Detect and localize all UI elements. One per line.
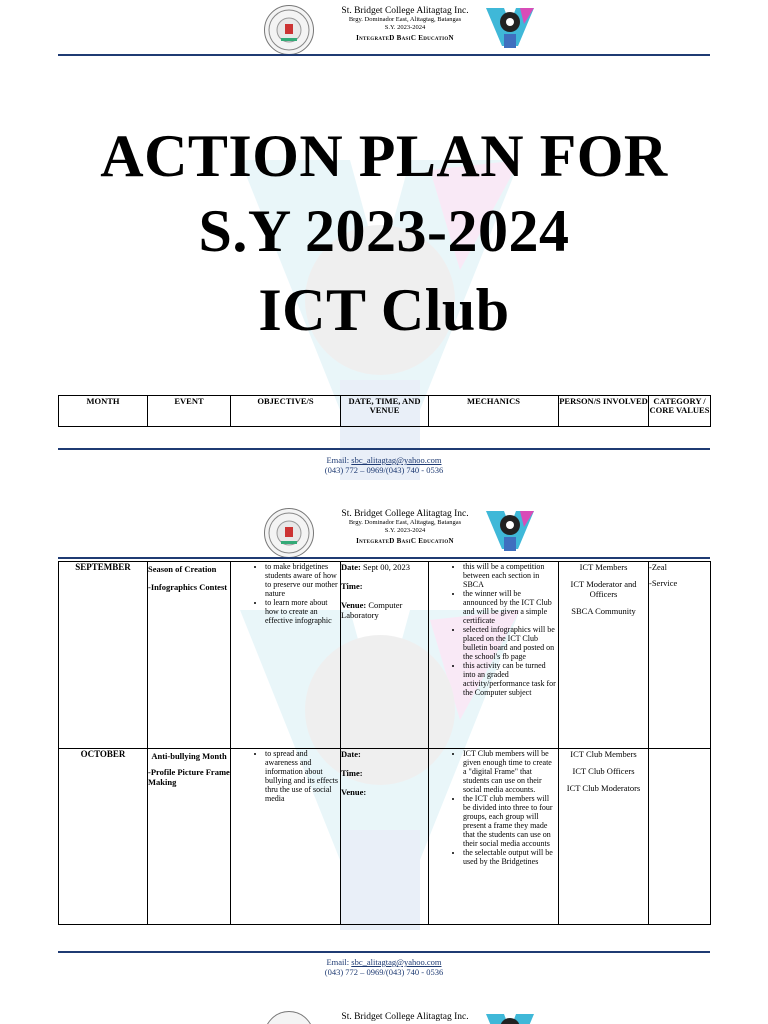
objective-item: • to spread and awareness and information about bullying and its effects thru the use of social media <box>265 749 338 803</box>
venue-value: Computer Laboratory <box>341 600 403 620</box>
venue-label: Venue: <box>341 600 367 610</box>
school-seal-icon <box>264 508 314 558</box>
core-value-item: -Service <box>649 578 678 588</box>
mechanics-cell <box>429 749 559 925</box>
mechanics-item: • ICT Club members will be given enough time to create a "digital Frame" that students can use on their social media accounts. <box>463 749 556 794</box>
mechanics-item: • the ICT club members will be divided into three to four groups, each group will present a frame they made that the students can use on their social media accounts <box>463 794 556 848</box>
school-address: Brgy. Dominador East, Alitagtag, Batangas <box>348 16 462 23</box>
objective-item: • to make bridgetines students aware of how to preserve our mother nature <box>265 562 338 598</box>
mechanics-cell <box>429 562 559 749</box>
date-label: Date: <box>341 562 361 572</box>
person-item: ICT Members <box>579 562 628 572</box>
school-name: St. Bridget College Alitagtag Inc. <box>341 509 469 519</box>
mechanics-item: • this activity can be turned into an graded activity/performance task for the Computer subject <box>463 661 556 697</box>
event-title: Anti-bullying Month <box>151 751 227 761</box>
school-name: St. Bridget College Alitagtag Inc. <box>341 1012 469 1022</box>
month-cell: SEPTEMBER <box>59 562 148 749</box>
time-label: Time: <box>341 768 363 778</box>
ict-club-logo-icon <box>484 509 536 553</box>
col-mechanics-header: MECHANICS <box>429 396 559 427</box>
col-month-header: MONTH <box>59 396 148 427</box>
footer-divider <box>58 951 710 953</box>
ict-club-logo-icon <box>484 1012 536 1024</box>
col-date-header: DATE, TIME, AND VENUE <box>341 396 429 427</box>
email-link[interactable]: sbc_alitagtag@yahoo.com <box>351 455 442 465</box>
school-year: S.Y. 2023-2024 <box>384 527 426 534</box>
core-values-cell <box>649 562 711 749</box>
person-item: ICT Club Officers <box>572 766 635 776</box>
event-subtitle: -Profile Picture Frame Making <box>148 767 230 787</box>
person-item: SBCA Community <box>571 606 636 616</box>
email-label: Email: <box>326 957 350 967</box>
objective-item: • to learn more about how to create an effective infographic <box>265 598 338 625</box>
mechanics-item: • this will be a competition between each section in SBCA <box>463 562 556 589</box>
event-cell <box>148 749 231 925</box>
core-value-item: -Zeal <box>649 562 667 572</box>
email-link[interactable]: sbc_alitagtag@yahoo.com <box>351 957 442 967</box>
col-persons-header: PERSON/S INVOLVED <box>559 396 649 427</box>
header-divider <box>58 557 710 559</box>
school-address: Brgy. Dominador East, Alitagtag, Batangas <box>348 519 462 526</box>
col-event-header: EVENT <box>148 396 231 427</box>
department-name: IntegrateD BasiC EducatioN <box>356 34 454 42</box>
objectives-cell <box>231 562 341 749</box>
mechanics-item: • the selectable output will be used by the Bridgetines <box>463 848 556 866</box>
table-row-october <box>59 749 711 925</box>
date-label: Date: <box>341 749 361 759</box>
title-line-1: ACTION PLAN FOR <box>100 123 668 189</box>
col-objectives-header: OBJECTIVE/S <box>231 396 341 427</box>
letterhead-next-page <box>0 1006 768 1024</box>
objectives-cell <box>231 749 341 925</box>
title-line-3: ICT Club <box>258 277 510 343</box>
department-name: IntegrateD BasiC EducatioN <box>356 537 454 545</box>
date-time-venue-cell <box>341 749 429 925</box>
core-values-cell <box>649 749 711 925</box>
title-line-2: S.Y 2023-2024 <box>198 198 570 264</box>
mechanics-item: • the winner will be announced by the ICT Club and will be given a simple certificate <box>463 589 556 625</box>
event-title: Season of Creation <box>148 564 217 574</box>
month-cell: OCTOBER <box>59 749 148 925</box>
footer-contact <box>0 957 768 977</box>
persons-cell <box>559 562 649 749</box>
school-year: S.Y. 2023-2024 <box>384 24 426 31</box>
phone-numbers: (043) 772 – 0969/(043) 740 - 0536 <box>324 465 444 475</box>
col-category-header: CATEGORY / CORE VALUES <box>649 396 711 427</box>
event-cell <box>148 562 231 749</box>
event-subtitle: -Infographics Contest <box>148 582 228 592</box>
table-row-september <box>59 562 711 749</box>
person-item: ICT Club Moderators <box>566 783 641 793</box>
person-item: ICT Club Members <box>570 749 637 759</box>
action-plan-table <box>58 561 711 925</box>
persons-cell <box>559 749 649 925</box>
venue-label: Venue: <box>341 787 367 797</box>
person-item: ICT Moderator and Officers <box>570 579 637 599</box>
school-name: St. Bridget College Alitagtag Inc. <box>341 6 469 16</box>
date-time-venue-cell <box>341 562 429 749</box>
mechanics-item: • selected infographics will be placed on the ICT Club bulletin board and posted on the school's fb page <box>463 625 556 661</box>
email-label: Email: <box>326 455 350 465</box>
time-label: Time: <box>341 581 363 591</box>
letterhead <box>0 503 768 559</box>
phone-numbers: (043) 772 – 0969/(043) 740 - 0536 <box>324 967 444 977</box>
school-seal-icon <box>264 1011 314 1024</box>
date-value: Sept 00, 2023 <box>362 562 410 572</box>
